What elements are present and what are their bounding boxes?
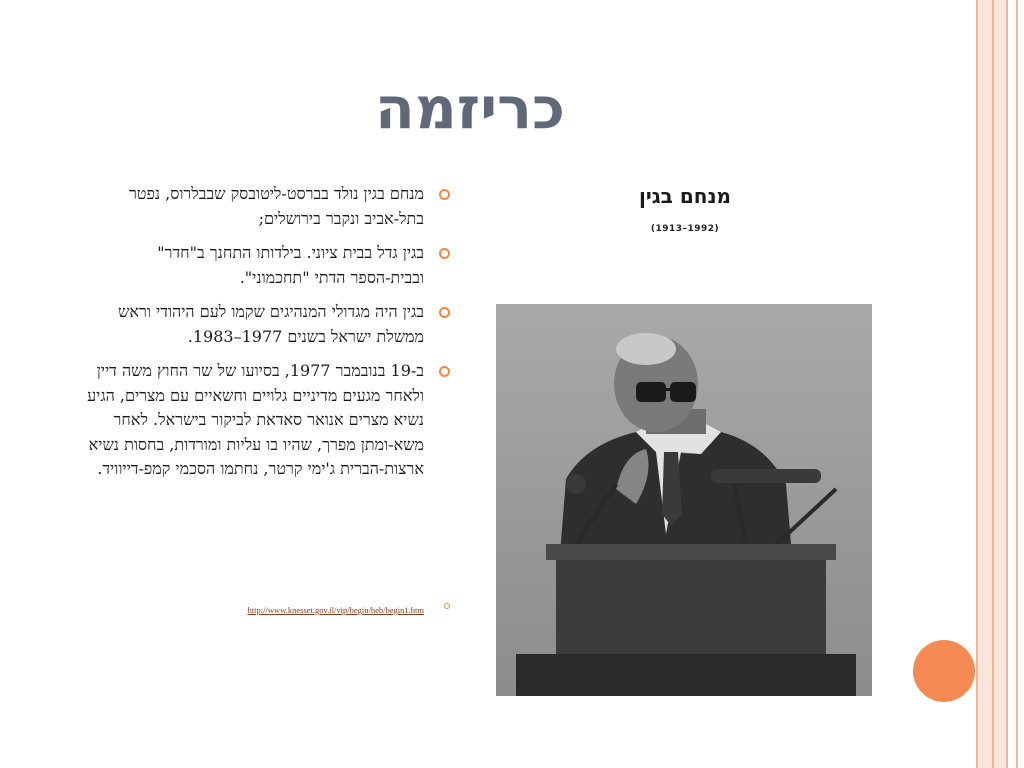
bullet-item: [80, 359, 456, 482]
source-link[interactable]: http://www.knesset.gov.il/vip/begin/heb/begin1.htm: [247, 605, 424, 615]
bullet-item: [80, 241, 456, 290]
right-decoration-line: [1006, 0, 1008, 768]
bullet-text: בגין גדל בבית ציוני. בילדותו התחנך ב"חדר" ובבית-הספר הדתי "תחכמוני".: [157, 243, 424, 287]
right-decoration-line: [992, 0, 994, 768]
bullet-item: [80, 182, 456, 231]
accent-circle: [913, 640, 975, 702]
right-decoration-line: [976, 0, 978, 768]
bullet-list: [80, 182, 456, 492]
bullet-text: ב-19 בנובמבר 1977, בסיועו של שר החוץ משה דיין ולאחר מגעים מדיניים גלויים וחשאיים עם מצרים, הגיע נשיא מצרים אנואר סאדאת לביקור בישראל. לאחר משא-ומתן מפרך, שהיו בו עליות ומורדות, בחסות נשיא ארצות-הברית ג'ימי קרטר, נחתמו הסכמי קמפ-דייוויד.: [87, 361, 424, 478]
bullet-marker-icon: [439, 248, 450, 259]
bullet-item: [80, 300, 456, 349]
photo-caption-name: מנחם בגין: [638, 184, 732, 208]
bullet-marker-icon: [439, 366, 450, 377]
sub-bullet-marker-icon: [444, 603, 450, 609]
right-decoration-line: [1016, 0, 1018, 768]
begin-portrait-photo: [496, 304, 872, 696]
bullet-marker-icon: [439, 189, 450, 200]
photo-caption-years: (1913–1992): [650, 224, 720, 234]
bullet-text: מנחם בגין נולד בברסט-ליטובסק שבבלרוס, נפטר בתל-אביב ונקבר בירושלים;: [128, 184, 424, 228]
bullet-text: בגין היה מגדולי המנהיגים שקמו לעם היהודי וראש ממשלת ישראל בשנים 1977–1983.: [118, 302, 424, 346]
source-link-row: [180, 598, 456, 617]
bullet-marker-icon: [439, 307, 450, 318]
slide-title: כריזמה: [375, 74, 565, 142]
